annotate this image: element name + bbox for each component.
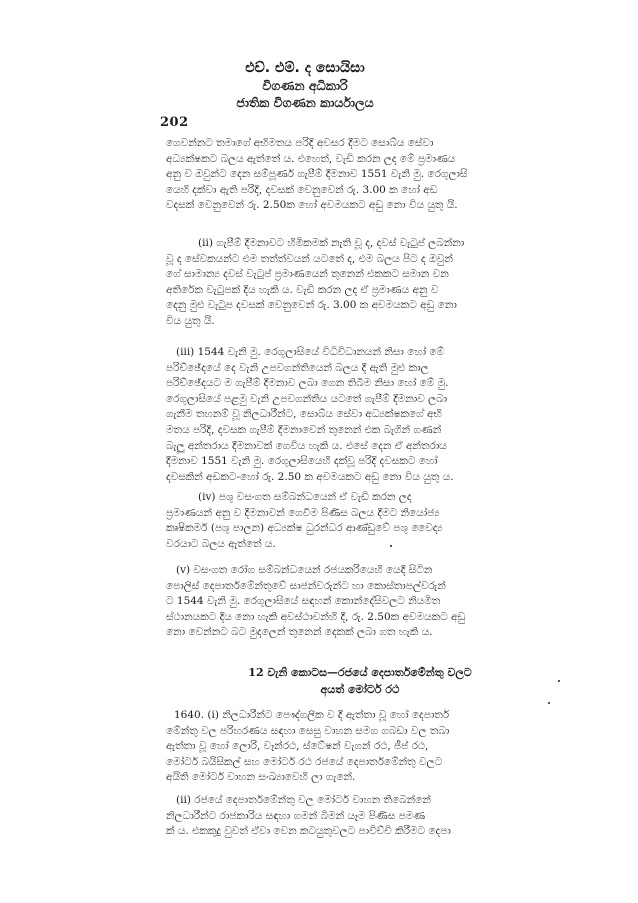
text-line: දවසකින් අඩකට-හෝ රු. 2.50 ක අවමයකට අඩු නො විය යුතු ය. (166, 470, 454, 483)
stamp-office: ජාතික විගණන කාර්යාලය (236, 95, 374, 110)
text-line: 1640. (i) නිලධාරීන්ට පෞද්ගලික ව දී ඇත්තා වූ හෝ දෙපාර්ත (174, 709, 450, 721)
text-line: වරයාට බලය ඇත්තේ ය. (166, 537, 276, 550)
text-line: බැලූ අන්තරාය දීමනාවක් ගෙවිය හැකි ය. එසේ දෙන ඒ අන්තරාය (166, 439, 447, 452)
text-line: ක් ය. එකකුදු වුවත් ඒවා වෙන කටයුතුවලට පාවිච්චි කිරීමට දෙපා (166, 825, 451, 838)
text-line: (v) වසංගත රෝග සම්බන්ධයෙන් රජයකරියෙහි යෙදී සිටින (176, 564, 433, 576)
stamp-name: එච්. එම්. ද සොයිසා (245, 60, 365, 76)
text-line: අයිති මෝටර් වාහන සංඛ්‍යාවෙහි ලා ගැනේ. (166, 771, 356, 784)
text-line: ප්‍රමාණයන් අනු ව දීමනාවන් ගෙවීම පිණිස බලය දීමට නියෝජ්‍ය (166, 506, 440, 519)
text-line: කෘෂිකර්ම (පශු පාලන) අධ්‍යක්ෂ ධුරන්ධර ආණ්ඩුවේ පශු වෛද්‍ය (166, 522, 443, 535)
text-line: (ii) ගැපීම් දීමනාවට හිමිකමක් නැති වූ ද, දවස් වැටුප් ලබන්නා (198, 237, 465, 249)
text-line: ඇත්තා වූ හෝ ලොරි, වෑන්රථ, ස්ටේෂන් වැගන් රථ, ජීප් රථ, (166, 740, 429, 753)
text-line: නිලධාරීන්ට රාජකාරිය සඳහා ගමන් බිමන් යෑම පිණිස පමණ (166, 809, 426, 822)
paragraph-ii (166, 236, 536, 330)
text-line: විය යුතු යි. (166, 314, 215, 327)
text-line: මේන්තු වල පරිහරණය සඳහා සෙසු වාහන සමග ගබඩා වල තබා (166, 724, 450, 737)
stamp-designation: විගණන අධිකාරි (262, 78, 348, 93)
text-line: ගෙවන්නට තමාගේ අභිමතය පරිදි අවසර දීමට සොබ්ය සේවා (166, 137, 434, 149)
text-line: දෙනු මුළු වැටුප දවසක් වෙනුවෙන් රු. 3.00 ක අවමයකට අඩු නො (166, 299, 457, 312)
scan-speck (558, 680, 560, 682)
paragraph-1640-i (166, 708, 536, 786)
officer-stamp (175, 60, 435, 111)
paragraph-continuation (166, 136, 536, 214)
scan-speck (548, 702, 550, 704)
text-line: මෝටර් බයිසිකල් සහ මෝටර් රථ රජයේ දෙපාර්තමේන්තු වලට (166, 755, 443, 768)
section-title-line2: අයත් මෝටර් රථ (320, 683, 400, 696)
text-line: දීමනාව 1551 වැනි මු. රෙගුලාසියෙහි දක්වූ පරිදි දවසකට හෝ (166, 455, 438, 468)
paragraph-1640-ii (166, 793, 536, 840)
text-line: පරිච්ඡේදයට ම ගැපීම් දීමනාව ලබා ගෙන තිබීම නිසා හෝ මේ මු. (166, 377, 449, 390)
text-line: ගේ සාමාන්‍ය දවස් වැටුප් ප්‍රමාණයෙන් තුනෙන් එකකට සමාන වන (166, 268, 449, 281)
text-line: ස්ථානයකට දිය නො හැකි අවස්ථාවන්හි දී, රු. 2.50ක අවමයකට අඩු (166, 610, 466, 623)
text-line: පොලිස් දෙපාර්තමේන්තුවේ සාජන්වරුන්ට හා කොස්තාපල්වරුන් (166, 579, 446, 592)
text-line: ට 1544 වැනි මු. රෙගුලාසියේ සඳහන් කොන්දේසිවලට නියමිත (166, 595, 441, 608)
text-line: (iv) පශු වසංගත සම්බන්ධයෙන් ඒ වැඩි කරන ලද (198, 491, 412, 503)
text-line: රෙගුලාසියේ පළමු වැනි උපවගන්තිය යටතේ ගැපීම් දීමනාව ලබා (166, 392, 448, 405)
text-line: වූ ද සේවකයන්ට එම තත්ත්වයන් යටතේ ද, එම බලය පිට ද ඔවුන් (166, 252, 453, 265)
text-line: ගැනීම තහනම් වූ නිලධාරීන්ට, සොබ්ය සේවා අධ්‍යක්ෂකගේ අභි (166, 408, 442, 421)
section-title-line1: 12 වැනි කොටස—රජයේ දෙපාර්තමේන්තු වලට (248, 666, 472, 679)
text-line: වදසක් වෙනුවෙන් රු. 2.50ක හෝ අවමයකට අඩු නො විය යුතු යි. (166, 199, 458, 212)
text-line: අධ්‍යක්ෂකට බලය ඇත්තේ ය. එහෙත්, වැඩි කරන ලද මේ ප්‍රමාණය (166, 152, 456, 165)
text-line: මතය පරිදි, දවසක ගැපීම් දීමනාවෙන් තුනෙන් එක බැගින් ගණන් (166, 423, 442, 436)
paragraph-iv (166, 490, 536, 552)
section-heading (180, 664, 540, 698)
text-line: (ii) රජයේ දෙපාර්තමේන්තු වල මෝටර් වාහන තිබෙන්නේ (176, 794, 431, 806)
paragraph-v (166, 563, 536, 641)
text-line: යෙහි දක්වා ඇති පරිදි, දවසක් වෙනුවෙන් රු. 3.00 ක හෝ අඩ (166, 183, 438, 196)
text-line: අතිරේක වැටුපක් දිය හැකි ය. වැඩි කරන ලද ඒ ප්‍රමාණය අනු ව (166, 283, 439, 296)
text-line: නො වෙන්නට බට මුදලෙන් තුනෙන් දෙකක් ලබා ගත හැකි ය. (166, 626, 433, 639)
text-line: (iii) 1544 වැනි මු. රෙගුලාසියේ විධිවිධානයන් නිසා හෝ මේ (176, 346, 445, 358)
paragraph-iii (166, 345, 536, 485)
text-line: අනු ව ඔවුන්ට දෙන සම්පූර්ණ ගැපීම් දීමනාව 1551 වැනි මු. රෙගුලාසි (166, 168, 468, 181)
page-number: 202 (160, 115, 189, 130)
text-line: පරිච්ඡේදයේ දෙ වැනි උපවගන්තියෙන් බලය දී ඇති මුළු කාල (166, 361, 429, 374)
scan-speck (390, 545, 392, 547)
